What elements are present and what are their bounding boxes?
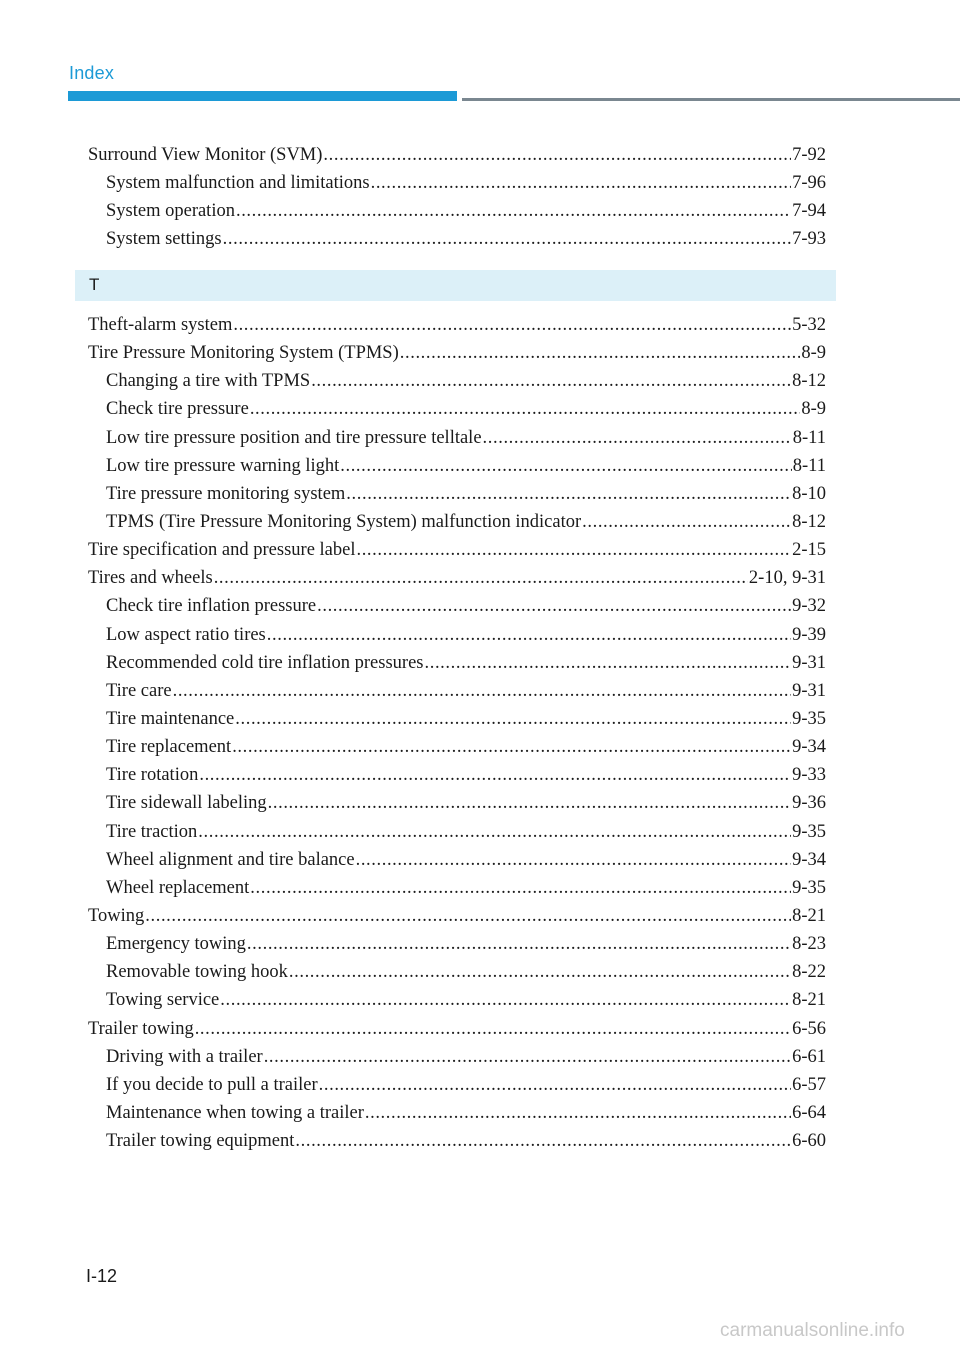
dot-leader xyxy=(235,705,791,733)
entry-label: Tire sidewall labeling xyxy=(106,793,267,814)
index-subentry[interactable] xyxy=(88,225,826,253)
index-subentry[interactable] xyxy=(88,169,826,197)
entry-label: Wheel alignment and tire balance xyxy=(106,849,355,870)
dot-leader xyxy=(214,564,748,592)
entry-label: Wheel replacement xyxy=(106,877,250,898)
dot-leader xyxy=(233,311,791,339)
dot-leader xyxy=(365,1099,791,1127)
entry-page-reference: 5-32 xyxy=(792,315,826,335)
dot-leader xyxy=(371,169,791,197)
entry-label: Tire specification and pressure label xyxy=(88,540,356,561)
index-subentry[interactable] xyxy=(88,789,826,817)
index-subentry[interactable] xyxy=(88,986,826,1014)
entry-page-reference: 7-93 xyxy=(792,229,826,250)
index-subentry[interactable] xyxy=(88,367,826,395)
index-subentry[interactable] xyxy=(88,761,826,789)
entry-label: Towing service xyxy=(106,990,220,1011)
dot-leader xyxy=(319,1071,791,1099)
dot-leader xyxy=(582,508,791,536)
entry-label: Low aspect ratio tires xyxy=(106,624,266,645)
entry-page-reference: 9-35 xyxy=(792,821,826,842)
dot-leader xyxy=(356,536,791,564)
index-subentry[interactable] xyxy=(88,1099,826,1127)
entry-page-reference: 9-35 xyxy=(792,708,826,729)
entry-page-reference: 7-96 xyxy=(792,173,826,194)
entry-page-reference: 9-34 xyxy=(792,737,826,758)
dot-leader xyxy=(199,761,791,789)
dot-leader xyxy=(250,395,801,423)
index-subentry[interactable] xyxy=(88,621,826,649)
entry-page-reference: 6-60 xyxy=(792,1131,826,1152)
entry-label: Tires and wheels xyxy=(88,568,213,589)
dot-leader xyxy=(483,424,792,452)
index-subentry[interactable] xyxy=(88,733,826,761)
entry-label: Removable towing hook xyxy=(106,962,288,983)
index-subentry[interactable] xyxy=(88,818,826,846)
entry-page-reference: 8-12 xyxy=(792,371,826,392)
index-entry[interactable] xyxy=(88,339,826,367)
index-subentry[interactable] xyxy=(88,705,826,733)
index-subentry[interactable] xyxy=(88,480,826,508)
index-list-t xyxy=(88,311,826,1155)
entry-label: TPMS (Tire Pressure Monitoring System) malfunction indicator xyxy=(106,511,582,532)
entry-label: Emergency towing xyxy=(106,934,246,955)
index-entry[interactable] xyxy=(88,311,826,339)
index-subentry[interactable] xyxy=(88,395,826,423)
dot-leader xyxy=(232,733,791,761)
entry-label: Recommended cold tire inflation pressures xyxy=(106,652,424,673)
dot-leader xyxy=(356,846,791,874)
entry-label: Towing xyxy=(88,905,145,926)
entry-label: Tire traction xyxy=(106,821,198,842)
entry-page-reference: 8-12 xyxy=(792,511,826,532)
entry-label: Tire maintenance xyxy=(106,708,235,729)
entry-label: If you decide to pull a trailer xyxy=(106,1074,318,1095)
entry-page-reference: 8-11 xyxy=(792,455,826,476)
entry-page-reference: 9-31 xyxy=(792,652,826,673)
header-accent-bar xyxy=(68,91,457,101)
index-subentry[interactable] xyxy=(88,452,826,480)
entry-label: Tire care xyxy=(106,680,172,701)
entry-page-reference: 9-34 xyxy=(792,849,826,870)
dot-leader xyxy=(236,197,791,225)
entry-label: Check tire inflation pressure xyxy=(106,596,317,617)
dot-leader xyxy=(195,1015,791,1043)
index-subentry[interactable] xyxy=(88,649,826,677)
index-entry[interactable] xyxy=(88,536,826,564)
index-subentry[interactable] xyxy=(88,1071,826,1099)
dot-leader xyxy=(425,649,792,677)
entry-page-reference: 6-64 xyxy=(792,1102,826,1123)
entry-page-reference: 8-22 xyxy=(792,962,826,983)
index-subentry[interactable] xyxy=(88,846,826,874)
header-rule xyxy=(462,98,960,101)
dot-leader xyxy=(317,592,791,620)
entry-label: Tire rotation xyxy=(106,765,199,786)
entry-label: Driving with a trailer xyxy=(106,1046,263,1067)
dot-leader xyxy=(220,986,791,1014)
dot-leader xyxy=(250,874,791,902)
index-subentry[interactable] xyxy=(88,197,826,225)
index-subentry[interactable] xyxy=(88,930,826,958)
dot-leader xyxy=(340,452,792,480)
index-subentry[interactable] xyxy=(88,424,826,452)
index-subentry[interactable] xyxy=(88,508,826,536)
entry-label: System settings xyxy=(106,229,222,250)
entry-page-reference: 8-11 xyxy=(792,427,826,448)
index-entry[interactable] xyxy=(88,902,826,930)
dot-leader xyxy=(198,818,791,846)
index-subentry[interactable] xyxy=(88,592,826,620)
entry-page-reference: 8-9 xyxy=(801,399,826,420)
entry-label: System malfunction and limitations xyxy=(106,173,370,194)
entry-label: System operation xyxy=(106,201,235,222)
page-header-title: Index xyxy=(69,63,115,83)
entry-page-reference: 7-94 xyxy=(792,201,826,222)
dot-leader xyxy=(323,141,791,169)
dot-leader xyxy=(264,1043,791,1071)
entry-page-reference: 9-33 xyxy=(792,765,826,786)
entry-page-reference: 9-31 xyxy=(792,680,826,701)
entry-label: Maintenance when towing a trailer xyxy=(106,1102,364,1123)
dot-leader xyxy=(145,902,791,930)
entry-page-reference: 2-10, 9-31 xyxy=(748,568,826,589)
entry-page-reference: 8-10 xyxy=(792,483,826,504)
entry-page-reference: 9-36 xyxy=(792,793,826,814)
index-entry[interactable] xyxy=(88,1015,826,1043)
entry-label: Tire Pressure Monitoring System (TPMS) xyxy=(88,343,399,364)
dot-leader xyxy=(267,621,791,649)
index-subentry[interactable] xyxy=(88,1043,826,1071)
entry-page-reference: 8-21 xyxy=(792,905,826,926)
entry-label: Low tire pressure position and tire pressure telltale xyxy=(106,427,482,448)
dot-leader xyxy=(295,1127,791,1155)
entry-label: Low tire pressure warning light xyxy=(106,455,340,476)
dot-leader xyxy=(311,367,791,395)
entry-label: Trailer towing equipment xyxy=(106,1131,295,1152)
index-subentry[interactable] xyxy=(88,874,826,902)
entry-page-reference: 6-61 xyxy=(792,1046,826,1067)
entry-page-reference: 7-92 xyxy=(792,145,826,165)
entry-page-reference: 6-57 xyxy=(792,1074,826,1095)
index-entry[interactable] xyxy=(88,141,826,169)
dot-leader xyxy=(268,789,791,817)
dot-leader xyxy=(247,930,791,958)
entry-label: Surround View Monitor (SVM) xyxy=(88,145,323,165)
section-letter: T xyxy=(89,275,100,294)
entry-page-reference: 9-35 xyxy=(792,877,826,898)
entry-label: Tire replacement xyxy=(106,737,232,758)
dot-leader xyxy=(173,677,791,705)
index-subentry[interactable] xyxy=(88,677,826,705)
section-header-t xyxy=(75,270,836,301)
index-subentry[interactable] xyxy=(88,1127,826,1155)
entry-page-reference: 8-23 xyxy=(792,934,826,955)
page-number: I-12 xyxy=(86,1266,118,1286)
entry-label: Tire pressure monitoring system xyxy=(106,483,346,504)
entry-label: Changing a tire with TPMS xyxy=(106,371,311,392)
dot-leader xyxy=(223,225,791,253)
entry-page-reference: 2-15 xyxy=(792,540,826,561)
index-entry[interactable] xyxy=(88,564,826,592)
entry-page-reference: 6-56 xyxy=(792,1018,826,1039)
watermark: carmanualsonline.info xyxy=(720,1320,905,1341)
entry-page-reference: 9-32 xyxy=(792,596,826,617)
entry-label: Trailer towing xyxy=(88,1018,194,1039)
entry-label: Check tire pressure xyxy=(106,399,249,420)
entry-page-reference: 8-21 xyxy=(792,990,826,1011)
entry-page-reference: 9-39 xyxy=(792,624,826,645)
dot-leader xyxy=(289,958,791,986)
entry-label: Theft-alarm system xyxy=(88,315,233,335)
index-list-s-continued xyxy=(88,141,826,254)
dot-leader xyxy=(400,339,801,367)
dot-leader xyxy=(346,480,791,508)
index-subentry[interactable] xyxy=(88,958,826,986)
entry-page-reference: 8-9 xyxy=(801,343,826,364)
